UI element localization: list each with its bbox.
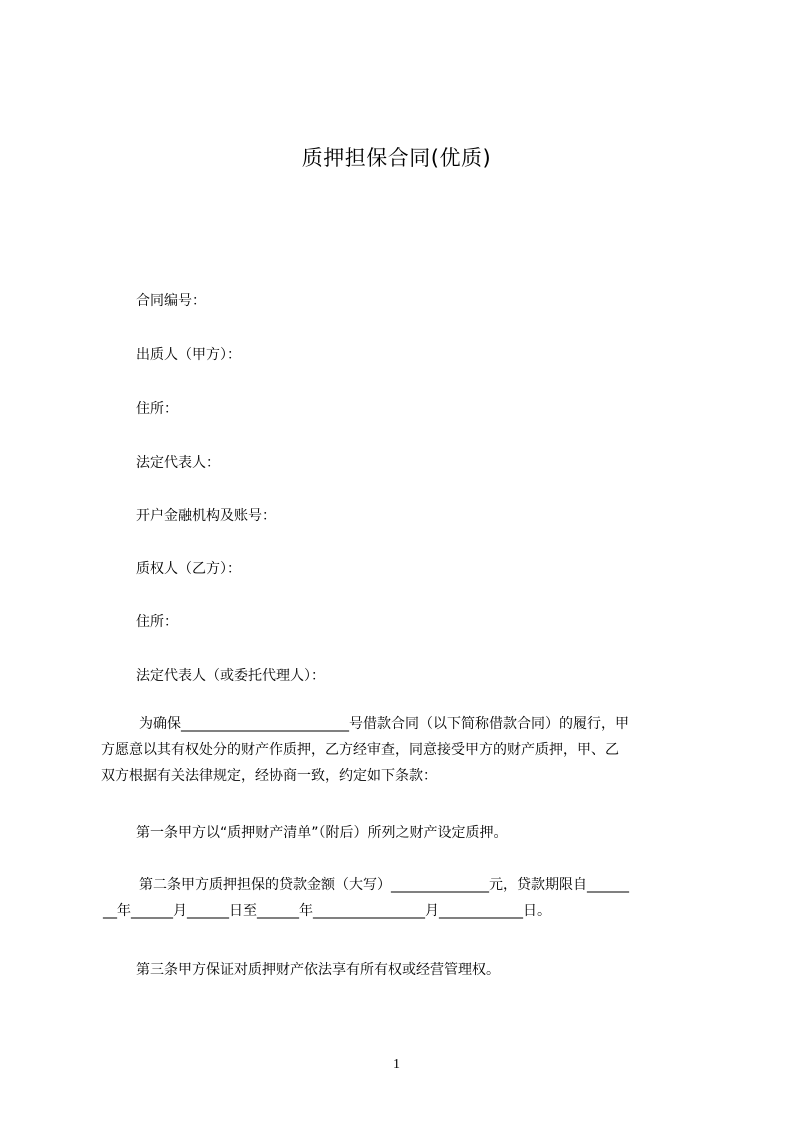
field-bank-account: 开户金融机构及账号： [136, 508, 276, 524]
preamble-paragraph [101, 711, 701, 789]
preamble-line: 方愿意以其有权处分的财产作质押，乙方经审查，同意接受甲方的财产质押，甲、乙 [101, 742, 619, 758]
article-1: 第一条甲方以“质押财产清单”（附后）所列之财产设定质押。 [136, 825, 508, 841]
field-pledgee-legal-rep: 法定代表人（或委托代理人）： [136, 668, 325, 684]
field-contract-no: 合同编号： [136, 293, 206, 309]
article-2-line: __年______月______日至______年________________月____________日。 [103, 903, 551, 919]
article-2-paragraph [101, 872, 701, 924]
document-title: 质押担保合同(优质) [301, 146, 492, 170]
field-pledgee-address: 住所： [136, 614, 178, 630]
field-pledgor-legal-rep: 法定代表人： [136, 455, 220, 471]
preamble-line: 为确保________________________号借款合同（以下简称借款合同）的履行，甲 [139, 716, 629, 732]
preamble-line: 双方根据有关法律规定，经协商一致，约定如下条款： [101, 768, 437, 784]
field-pledgor-address: 住所： [136, 401, 178, 417]
article-2-line: 第二条甲方质押担保的贷款金额（大写）______________元，贷款期限自______ [139, 877, 629, 893]
field-pledgor: 出质人（甲方）： [136, 347, 241, 363]
field-pledgee: 质权人（乙方）： [136, 561, 241, 577]
article-3: 第三条甲方保证对质押财产依法享有所有权或经营管理权。 [136, 962, 500, 978]
page-number: 1 [393, 1057, 400, 1072]
